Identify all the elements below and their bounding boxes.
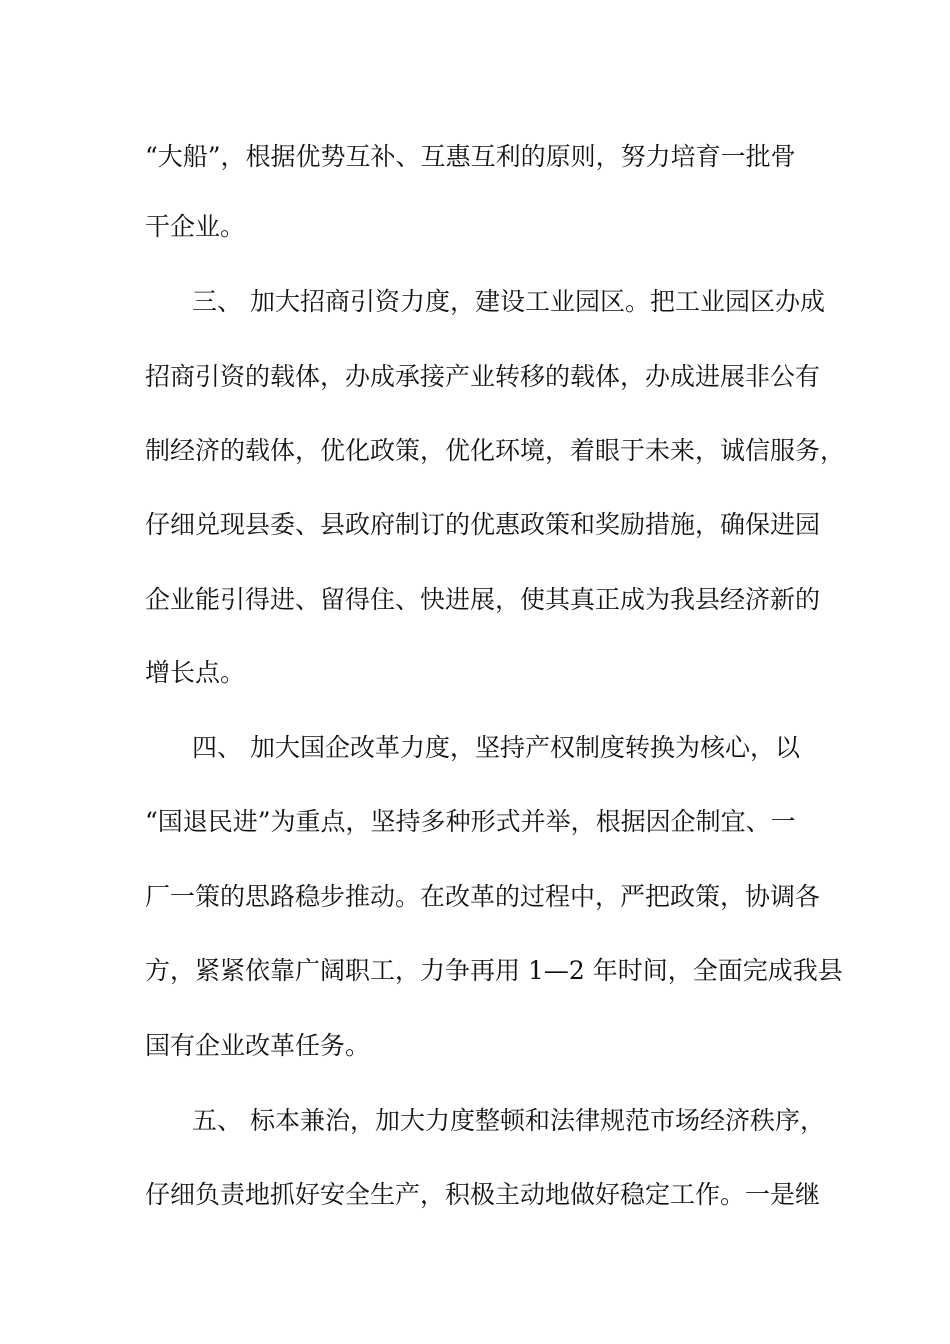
section-heading-3: 三、 加大招商引资力度，建设工业园区。把工业园区办成 — [192, 287, 825, 316]
section-heading-5: 五、 标本兼治，加大力度整顿和法律规范市场经济秩序， — [192, 1106, 825, 1135]
section-heading-4: 四、 加大国企改革力度，坚持产权制度转换为核心，以 — [192, 733, 800, 762]
text-line: 增长点。 — [145, 658, 246, 687]
text-line: 厂一策的思路稳步推动。在改革的过程中，严把政策，协调各 — [145, 882, 821, 911]
text-line: 仔细负责地抓好安全生产，积极主动地做好稳定工作。一是继 — [145, 1180, 821, 1209]
text-line: 招商引资的载体，办成承接产业转移的载体，办成进展非公有 — [145, 362, 821, 391]
text-line: 企业能引得进、留得住、快进展，使其真正成为我县经济新的 — [145, 585, 821, 614]
text-line: 仔细兑现县委、县政府制订的优惠政策和奖励措施，确保进园 — [145, 510, 821, 539]
text-line: 干企业。 — [145, 212, 246, 241]
text-line: 制经济的载体，优化政策，优化环境，着眼于未来，诚信服务， — [145, 436, 846, 465]
text-line: “国退民进”为重点，坚持多种形式并举，根据因企制宜、一 — [145, 807, 796, 836]
text-line: 方，紧紧依靠广阔职工，力争再用 1—2 年时间，全面完成我县 — [145, 956, 843, 985]
text-line: “大船”，根据优势互补、互惠互利的原则，努力培育一批骨 — [145, 142, 796, 171]
text-line: 国有企业改革任务。 — [145, 1031, 371, 1060]
